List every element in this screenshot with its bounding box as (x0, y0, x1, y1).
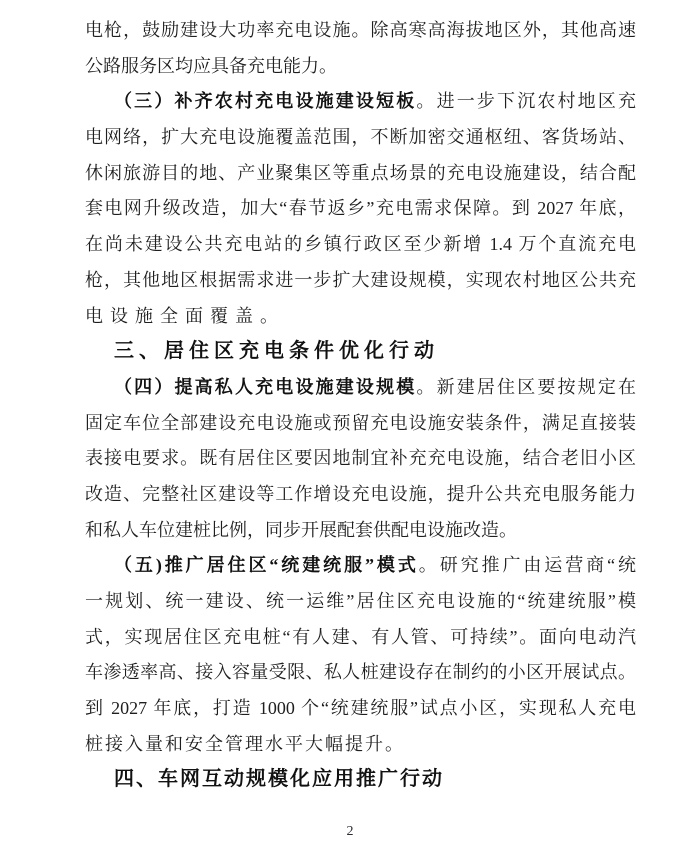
text-line (85, 513, 636, 549)
text-line (85, 13, 636, 49)
body-text: 改造、完整社区建设等工作增设充电设施，提升公共充电服务能力 (85, 483, 636, 504)
text-line (85, 548, 636, 584)
body-text: 公路服务区均应具备充电能力。 (85, 55, 337, 76)
paragraph-lead-bold-text: （三）补齐农村充电设施建设短板 (114, 91, 417, 112)
text-line (85, 84, 636, 120)
body-text: 固定车位全部建设充电设施或预留充电设施安装条件，满足直接装 (85, 412, 636, 433)
text-line (85, 49, 636, 85)
body-text: 车渗透率高、接入容量受限、私人桩建设存在制约的小区开展试点。 (85, 662, 636, 683)
text-line (85, 156, 636, 192)
body-text: 。进一步下沉农村地区充 (416, 91, 637, 112)
body-text: 式，实现居住区充电桩“有人建、有人管、可持续”。面向电动汽 (85, 626, 636, 647)
body-text: 一规划、统一建设、统一运维”居住区充电设施的“统建统服”模 (85, 591, 636, 611)
section-heading (85, 762, 636, 798)
text-line (85, 263, 636, 299)
body-text: 。研究推广由运营商“统 (418, 555, 636, 576)
body-text: 电枪，鼓励建设大功率充电设施。除高寒高海拔地区外，其他高速 (85, 20, 636, 40)
text-line (85, 620, 636, 656)
body-text: 休闲旅游目的地、产业聚集区等重点场景的充电设施建设，结合配 (85, 162, 636, 183)
text-line (85, 120, 636, 156)
text-line (85, 191, 636, 227)
paragraph-lead-bold-text: 三、居住区充电条件优化行动 (114, 340, 439, 363)
body-text: 套电网升级改造，加大“春节返乡”充电需求保障。到 2027 年底， (85, 198, 636, 219)
paragraph-lead-bold-text: （五)推广居住区“统建统服”模式 (114, 555, 419, 576)
page-number: 2 (346, 824, 354, 839)
text-line (85, 299, 636, 335)
body-text: 。新建居住区要按规定在 (416, 376, 637, 397)
paragraph-lead-bold-text: （四）提高私人充电设施建设规模 (114, 376, 417, 397)
text-line (85, 691, 636, 727)
section-heading (85, 334, 636, 370)
text-line (85, 406, 636, 442)
text-line (85, 441, 636, 477)
body-text: 电设施全面覆盖。 (85, 305, 285, 326)
text-line (85, 727, 636, 763)
body-text: 在尚未建设公共充电站的乡镇行政区至少新增 1.4 万个直流充电 (85, 234, 636, 255)
text-line (85, 370, 636, 406)
text-line (85, 655, 636, 691)
body-text: 表接电要求。既有居住区要因地制宜补充充电设施，结合老旧小区 (85, 448, 636, 469)
body-text: 桩接入量和安全管理水平大幅提升。 (85, 733, 405, 754)
body-text: 和私人车位建桩比例，同步开展配套供配电设施改造。 (85, 519, 517, 540)
body-text: 电网络，扩大充电设施覆盖范围，不断加密交通枢纽、客货场站、 (85, 127, 636, 148)
text-line (85, 477, 636, 513)
paragraph-lead-bold-text: 四、车网互动规模化应用推广行动 (114, 768, 444, 791)
document-body (85, 13, 636, 798)
body-text: 到 2027 年底，打造 1000 个“统建统服”试点小区，实现私人充电 (85, 698, 636, 719)
text-line (85, 227, 636, 263)
text-line (85, 584, 636, 620)
body-text: 枪，其他地区根据需求进一步扩大建设规模，实现农村地区公共充 (85, 269, 636, 290)
